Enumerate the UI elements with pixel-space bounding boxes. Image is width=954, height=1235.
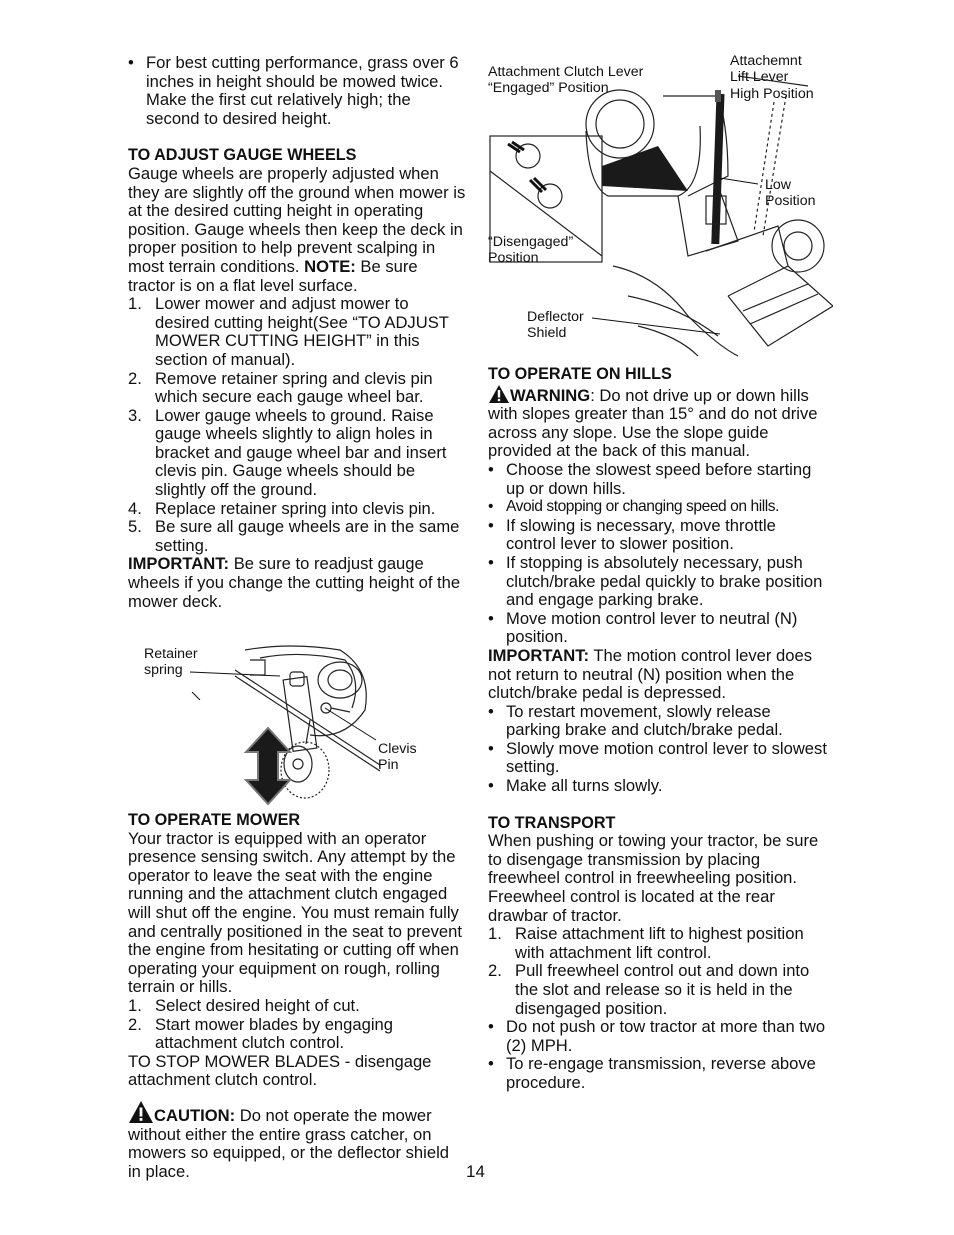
- gauge-body: Gauge wheels are properly adjusted when they are slightly off the ground when mower is at the desired cutting height in operating position. Gauge wheels then keep the deck in proper position to help prevent scalping in most terrain conditions. NOTE: Be sure tractor is on a flat level surface.: [128, 163, 466, 295]
- caution-label: CAUTION:: [154, 1105, 236, 1125]
- warning-label: WARNING: [510, 385, 591, 405]
- operate-step: 2. Start mower blades by engaging attachment clutch control.: [128, 1014, 393, 1053]
- retainer-spring-label: Retainer spring: [144, 646, 198, 679]
- deflector-shield-label: Deflector Shield: [527, 309, 584, 342]
- gauge-step: 5. Be sure all gauge wheels are in the same setting.: [128, 517, 460, 555]
- gauge-step: 2. Remove retainer spring and clevis pin which secure each gauge wheel bar.: [128, 368, 433, 407]
- warning-triangle-icon: [488, 384, 510, 404]
- gauge-heading: TO ADJUST GAUGE WHEELS: [128, 146, 357, 165]
- hills-bullet: • If slowing is necessary, move throttle control lever to slower position.: [488, 517, 828, 554]
- note-text: Be sure tractor is on a flat level surface.: [128, 256, 418, 295]
- disengaged-position-label: “Disengaged” Position: [488, 234, 574, 267]
- caution-paragraph: CAUTION: Do not operate the mower without either the entire grass catcher, on mowers so equipped, or the deflector shield in place.: [128, 1100, 466, 1181]
- important-label: IMPORTANT:: [488, 645, 590, 665]
- note-label: NOTE:: [304, 256, 356, 276]
- caution-triangle-icon: [128, 1100, 154, 1124]
- transport-heading: TO TRANSPORT: [488, 813, 616, 832]
- operate-step: 1. Select desired height of cut.: [128, 995, 360, 1015]
- important-label: IMPORTANT:: [128, 554, 230, 574]
- operate-section: [128, 811, 466, 1181]
- gauge-step: 3. Lower gauge wheels to ground. Raise gauge wheels slightly to align holes in bracket and gauge wheel bar and insert clevis pin. Gauge wheels should be slightly off the ground.: [128, 405, 447, 500]
- hills-important: IMPORTANT: The motion control lever does not return to neutral (N) position when the clutch/brake pedal is depressed.: [488, 645, 812, 703]
- intro-bullet: • For best cutting performance, grass over 6 inches in height should be mowed twice. Make the first cut relatively high; the second to desired height.: [128, 54, 466, 128]
- hills-bullet: • Move motion control lever to neutral (N) position.: [488, 610, 828, 647]
- transport-bullet: • To re-engage transmission, reverse above procedure.: [488, 1055, 828, 1092]
- left-column: [128, 54, 466, 611]
- lift-lever-label: Attachemnt Lift Lever High Position: [730, 53, 814, 102]
- hills-bullet: • Make all turns slowly.: [488, 777, 828, 796]
- low-position-label: Low Position: [765, 177, 816, 210]
- clevis-pin-label: Clevis Pin: [378, 741, 417, 774]
- clutch-engaged-label: Attachment Clutch Lever “Engaged” Position: [488, 64, 644, 97]
- gauge-step: 1. Lower mower and adjust mower to desired cutting height(See “TO ADJUST MOWER CUTTING HEIGHT” in this section of manual).: [128, 294, 449, 369]
- gauge-important: IMPORTANT: Be sure to readjust gauge wheels if you change the cutting height of the mower deck.: [128, 554, 461, 611]
- hills-bullet: • Slowly move motion control lever to slowest setting.: [488, 740, 828, 777]
- operate-body: Your tractor is equipped with an operator presence sensing switch. Any attempt by the operator to leave the seat with the engine running and the attachment clutch engaged will shut off the engine. You must remain fully and centrally positioned in the seat to prevent the engine from hesitating or cutting off when operating your equipment on rough, rolling terrain or hills.: [128, 828, 462, 997]
- hills-bullet: • If stopping is absolutely necessary, push clutch/brake pedal quickly to brake position and engage parking brake.: [488, 554, 828, 610]
- page-number: 14: [466, 1162, 485, 1181]
- right-column: [488, 365, 828, 1093]
- transport-body: When pushing or towing your tractor, be sure to disengage transmission by placing freewheel control in freewheeling position. Freewheel control is located at the rear drawbar of tractor.: [488, 831, 819, 925]
- stop-blades-text: TO STOP MOWER BLADES - disengage attachment clutch control.: [128, 1051, 432, 1090]
- hills-bullet: • Avoid stopping or changing speed on hills.: [488, 498, 828, 517]
- hills-bullet: • To restart movement, slowly release parking brake and clutch/brake pedal.: [488, 703, 828, 740]
- operate-heading: TO OPERATE MOWER: [128, 811, 301, 829]
- transport-step: 1. Raise attachment lift to highest position with attachment lift control.: [488, 924, 804, 962]
- transport-bullet: • Do not push or tow tractor at more than two (2) MPH.: [488, 1018, 828, 1055]
- warning-paragraph: WARNING: Do not drive up or down hills with slopes greater than 15° and do not drive across any slope. Use the slope guide provided at the back of this manual.: [488, 385, 818, 461]
- hills-bullet: • Choose the slowest speed before starting up or down hills.: [488, 461, 828, 498]
- gauge-step: 4. Replace retainer spring into clevis pin.: [128, 498, 436, 518]
- transport-step: 2. Pull freewheel control out and down into the slot and release so it is held in the disengaged position.: [488, 961, 810, 1018]
- hills-heading: TO OPERATE ON HILLS: [488, 365, 672, 383]
